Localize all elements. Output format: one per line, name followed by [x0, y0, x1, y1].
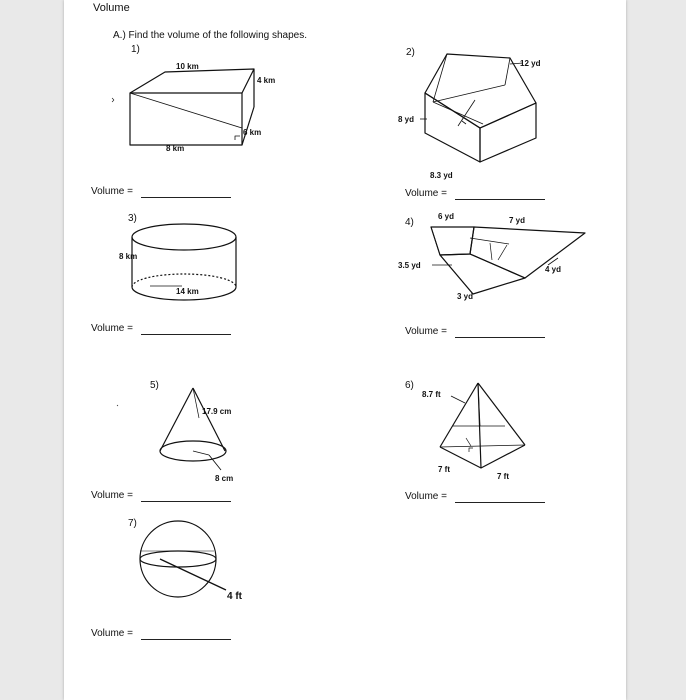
problem-3-number: 3) [128, 213, 137, 224]
worksheet-title: Volume [93, 2, 130, 14]
prob1-label-base: 8 km [166, 144, 185, 153]
prob2-label-height: 8 yd [398, 115, 415, 124]
prob3-label-diameter: 14 km [176, 287, 199, 296]
prob6-label-height: 8.7 ft [422, 390, 441, 399]
problem-1-number: 1) [131, 44, 140, 55]
triangular-prism-figure [112, 69, 254, 145]
volume-label-3: Volume = [91, 323, 133, 334]
problem-6-number: 6) [405, 380, 414, 391]
prob1-label-height: 4 km [257, 76, 276, 85]
volume-label-2: Volume = [405, 188, 447, 199]
prob3-label-height: 8 km [119, 252, 138, 261]
volume-label-1: Volume = [91, 186, 133, 197]
volume-label-4: Volume = [405, 326, 447, 337]
prob2-label-apothem: 8.3 yd [430, 171, 453, 180]
problem-4-number: 4) [405, 217, 414, 228]
prob5-label-height: 17.9 cm [202, 407, 232, 416]
prob4-label-bottom: 3 yd [457, 292, 474, 301]
instructions: A.) Find the volume of the following shapes. [113, 30, 307, 41]
prob1-label-top: 10 km [176, 62, 199, 71]
trapezoidal-prism-figure [431, 227, 585, 294]
prob4-label-height: 3.5 yd [398, 261, 421, 270]
square-pyramid-figure [440, 383, 525, 468]
volume-label-7: Volume = [91, 628, 133, 639]
prob1-label-depth: 6 km [243, 128, 262, 137]
prob7-label-radius: 4 ft [227, 591, 242, 602]
prob6-label-base-left: 7 ft [438, 465, 450, 474]
prob6-label-base-right: 7 ft [497, 472, 509, 481]
cone-figure [117, 388, 226, 470]
prob4-label-top: 6 yd [438, 212, 455, 221]
prob4-label-length: 7 yd [509, 216, 526, 225]
problem-7-number: 7) [128, 518, 137, 529]
prob4-label-side: 4 yd [545, 265, 562, 274]
prob2-label-side: 12 yd [520, 59, 541, 68]
prob5-label-radius: 8 cm [215, 474, 234, 483]
sphere-figure [140, 521, 226, 597]
problem-5-number: 5) [150, 380, 159, 391]
pentagonal-prism-figure [420, 54, 536, 162]
problem-2-number: 2) [406, 47, 415, 58]
volume-label-5: Volume = [91, 490, 133, 501]
volume-label-6: Volume = [405, 491, 447, 502]
